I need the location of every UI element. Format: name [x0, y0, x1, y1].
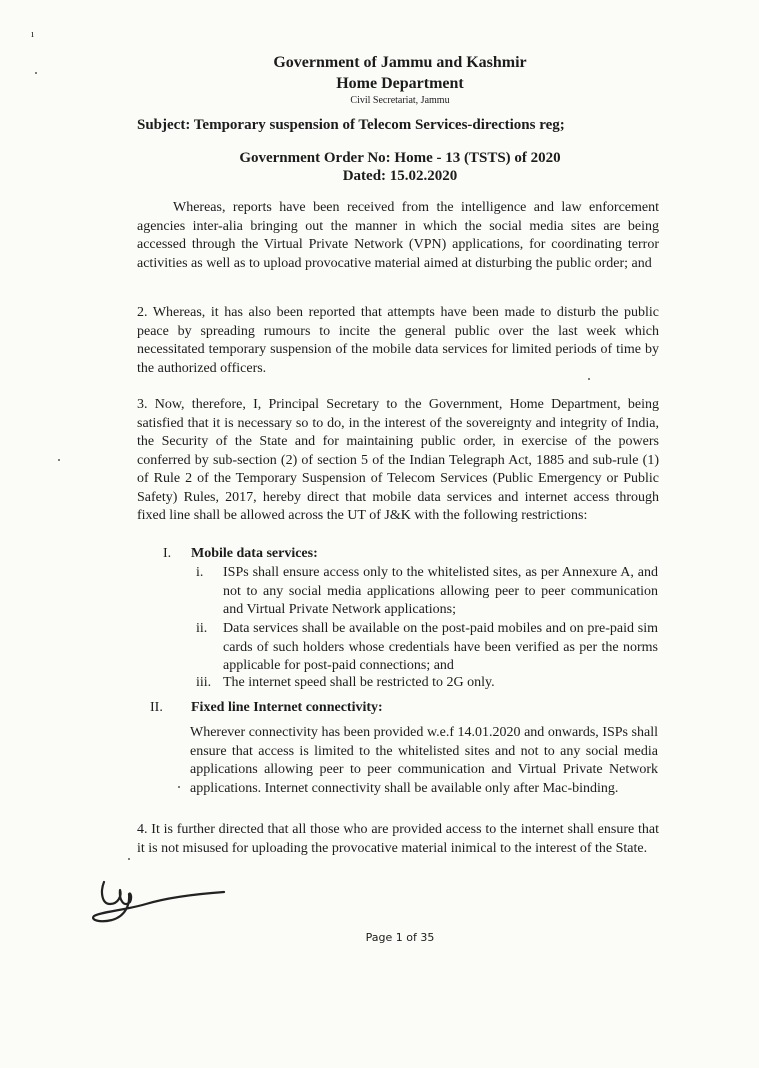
header-government: Government of Jammu and Kashmir: [273, 54, 527, 71]
paragraph-3: 3. Now, therefore, I, Principal Secretary to the Government, Home Department, being satisfied that it is necessary so to do, in the interest of the sovereignty and integrity of India, the Security of the State and for maintaining public order, in exercise of the powers conferred by sub-section (2) of section 5 of the Indian Telegraph Act, 1885 and sub-rule (1) of Rule 2 of the Temporary Suspension of Telecom Services (Public Emergency or Public Safety) Rules, 2017, hereby direct that mobile data services and internet access through fixed line shall be allowed across the UT of J&K with the following restrictions:: [137, 397, 659, 523]
section-1-numeral: I.: [163, 546, 172, 561]
section-1-title: Mobile data services:: [191, 546, 318, 561]
list-item-text: The internet speed shall be restricted to 2G only.: [223, 675, 495, 690]
speck: [588, 378, 590, 380]
paragraph-4: 4. It is further directed that all those who are provided access to the internet shall ensure that it is not misused for uploading the provocative material inimical to the interest of the State.: [137, 822, 659, 856]
header-department: Home Department: [336, 75, 464, 92]
list-item-number: iii.: [196, 675, 212, 690]
order-date: Dated: 15.02.2020: [342, 168, 458, 184]
list-item: [196, 674, 658, 693]
signature-scribble: [86, 870, 236, 930]
list-item: [196, 564, 658, 620]
list-item-number: ii.: [196, 621, 208, 636]
section-2-body: Wherever connectivity has been provided w.e.f 14.01.2020 and onwards, ISPs shall ensure that access is limited to the whitelisted sites and not to any social media applications allowing peer to peer communication and Virtual Private Network applications. Internet connectivity shall be available only after Mac-binding.: [190, 725, 658, 796]
subject-line: Subject: Temporary suspension of Telecom Services-directions reg;: [137, 117, 565, 133]
list-item: [196, 620, 658, 676]
speck: [128, 858, 130, 860]
list-item-text: Data services shall be available on the post-paid mobiles and on pre-paid sim cards of such holders whose credentials have been verified as per the norms applicable for post-paid connections; and: [223, 621, 658, 673]
list-item-number: i.: [196, 565, 204, 580]
paragraph-1: Whereas, reports have been received from the intelligence and law enforcement agencies inter-alia bringing out the manner in which the social media sites are being accessed through the Virtual Private Network (VPN) applications, for coordinating terror activities as well as to upload provocative material aimed at disturbing the public order; and: [137, 200, 659, 271]
section-2-title: Fixed line Internet connectivity:: [191, 700, 383, 715]
header-address: Civil Secretariat, Jammu: [350, 95, 450, 106]
speck: [58, 459, 60, 461]
speck: [35, 72, 37, 74]
list-item-text: ISPs shall ensure access only to the whitelisted sites, as per Annexure A, and not to any social media applications allowing peer to peer communication and Virtual Private Network applications;: [223, 565, 658, 617]
speck: [178, 786, 180, 788]
margin-mark: ı: [31, 28, 35, 40]
order-number: Government Order No: Home - 13 (TSTS) of 2020: [239, 150, 561, 166]
paragraph-2: 2. Whereas, it has also been reported that attempts have been made to disturb the public peace by spreading rumours to incite the general public over the last week which necessitated temporary suspension of the mobile data services for limited periods of time by the authorized officers.: [137, 305, 659, 376]
page-number: Page 1 of 35: [365, 931, 435, 944]
section-2-numeral: II.: [150, 700, 163, 715]
